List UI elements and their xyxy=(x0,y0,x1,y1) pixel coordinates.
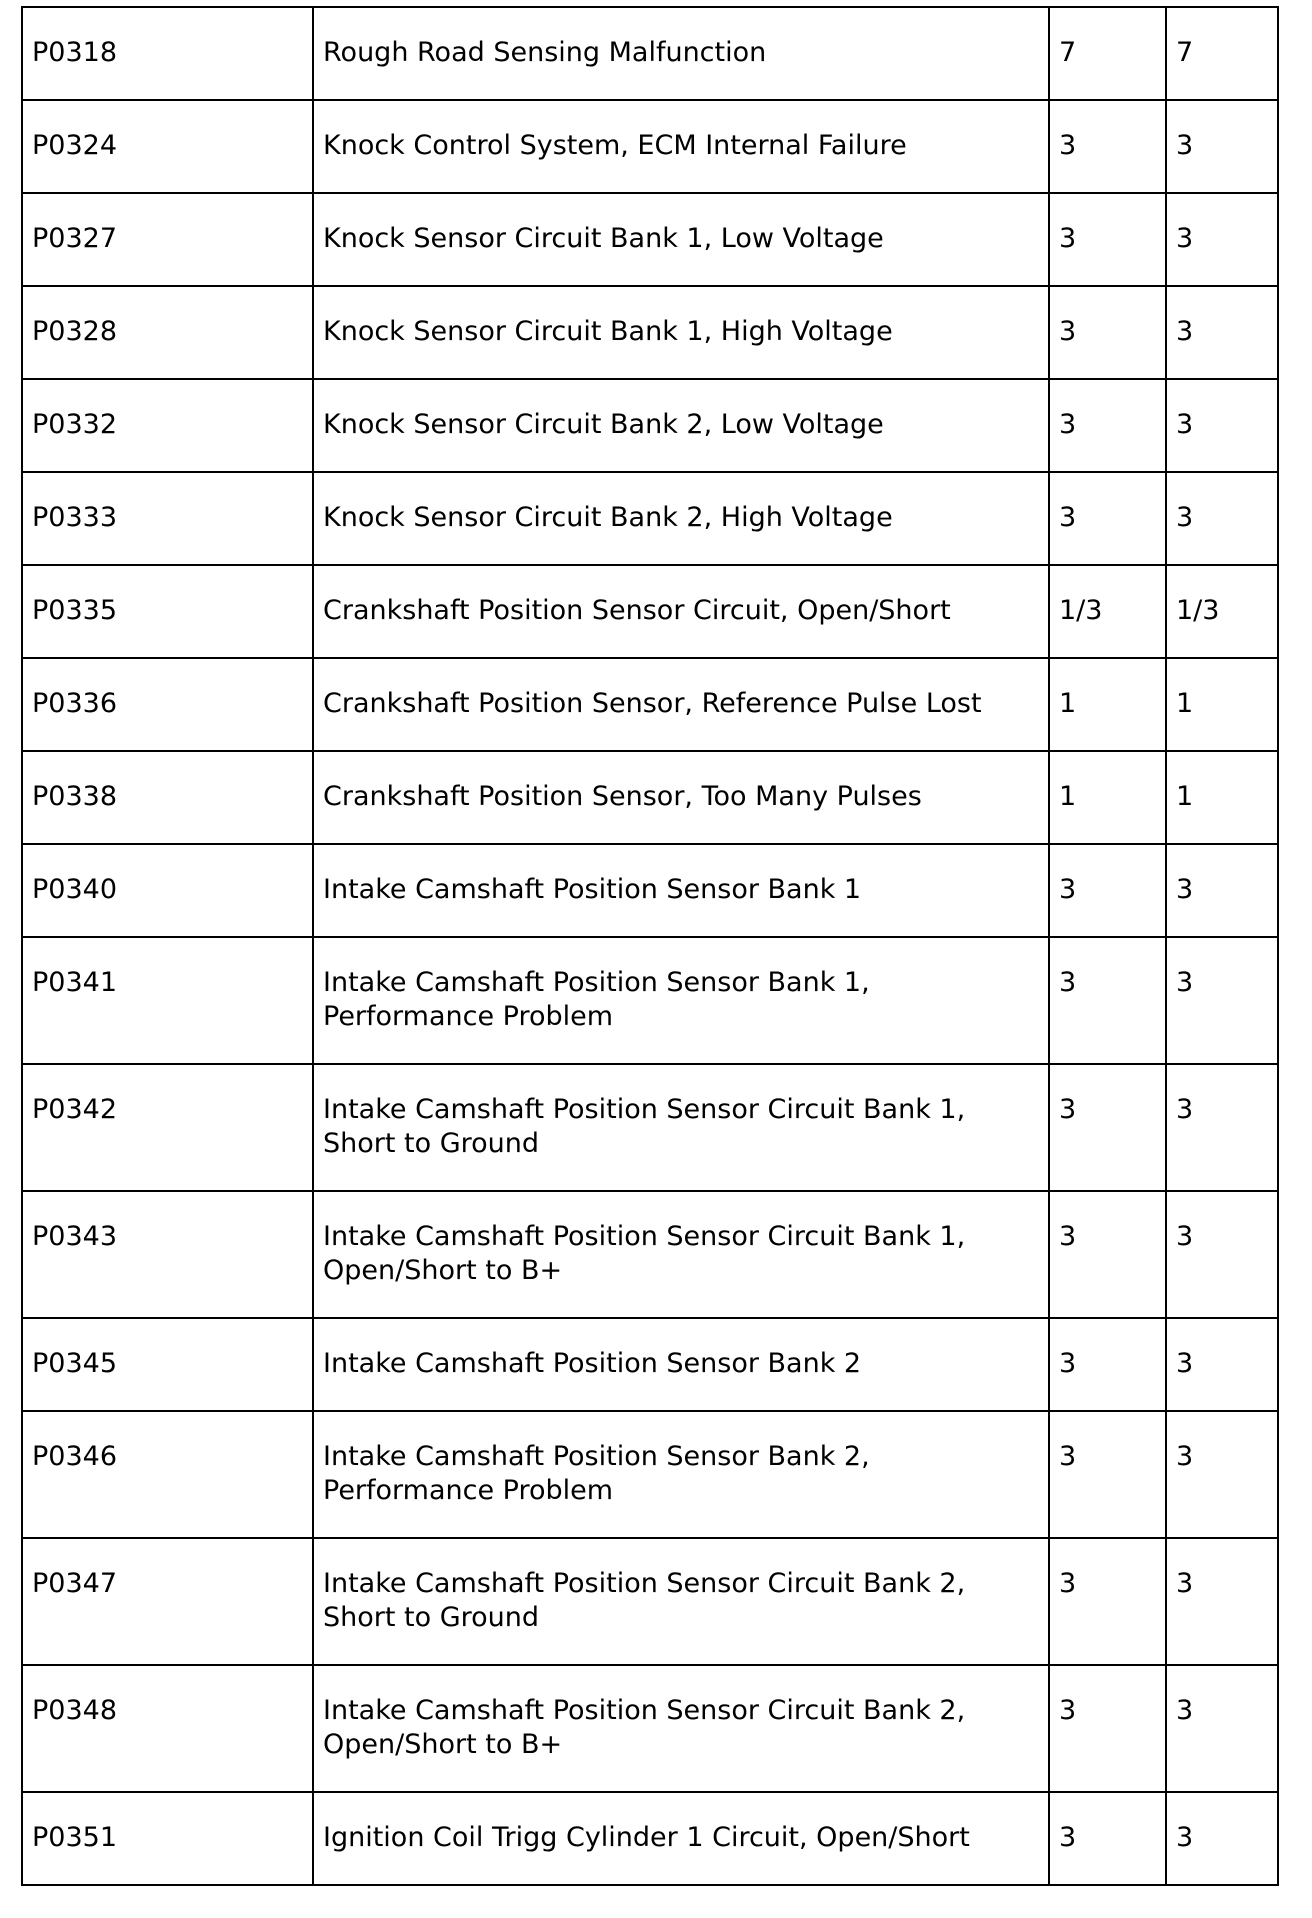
value-col-1-cell: 3 xyxy=(1049,286,1166,379)
value-col-1-cell: 1 xyxy=(1049,658,1166,751)
dtc-description-line: Knock Sensor Circuit Bank 1, Low Voltage xyxy=(323,223,884,254)
table-row xyxy=(22,1665,1278,1792)
dtc-code-cell: P0348 xyxy=(22,1665,313,1792)
value-col-2-cell: 3 xyxy=(1166,844,1278,937)
dtc-description-cell xyxy=(313,751,1049,844)
dtc-description-line: Intake Camshaft Position Sensor Circuit Bank 1, xyxy=(323,1094,966,1125)
dtc-description-cell xyxy=(313,937,1049,1064)
dtc-code-cell: P0324 xyxy=(22,100,313,193)
dtc-description-cell xyxy=(313,658,1049,751)
value-col-1-cell: 3 xyxy=(1049,1792,1166,1885)
value-col-2-cell: 3 xyxy=(1166,193,1278,286)
dtc-description-line: Knock Sensor Circuit Bank 2, Low Voltage xyxy=(323,409,884,440)
dtc-code-cell: P0335 xyxy=(22,565,313,658)
dtc-description-line: Intake Camshaft Position Sensor Circuit Bank 2, xyxy=(323,1568,966,1599)
value-col-1-cell: 3 xyxy=(1049,379,1166,472)
value-col-2-cell: 3 xyxy=(1166,1411,1278,1538)
dtc-table-body xyxy=(22,7,1278,1885)
dtc-description-cell xyxy=(313,472,1049,565)
dtc-code-cell: P0341 xyxy=(22,937,313,1064)
value-col-2-cell: 3 xyxy=(1166,937,1278,1064)
value-col-2-cell: 3 xyxy=(1166,1064,1278,1191)
table-row xyxy=(22,751,1278,844)
dtc-description-line: Performance Problem xyxy=(323,1475,614,1506)
dtc-description-line: Short to Ground xyxy=(323,1128,540,1159)
dtc-code-cell: P0342 xyxy=(22,1064,313,1191)
dtc-description-cell xyxy=(313,100,1049,193)
dtc-code-cell: P0336 xyxy=(22,658,313,751)
value-col-2-cell: 3 xyxy=(1166,472,1278,565)
value-col-2-cell: 7 xyxy=(1166,7,1278,100)
value-col-2-cell: 1 xyxy=(1166,751,1278,844)
value-col-1-cell: 3 xyxy=(1049,1411,1166,1538)
dtc-code-cell: P0346 xyxy=(22,1411,313,1538)
dtc-code-cell: P0345 xyxy=(22,1318,313,1411)
dtc-description-cell xyxy=(313,286,1049,379)
dtc-description-line: Short to Ground xyxy=(323,1602,540,1633)
value-col-1-cell: 3 xyxy=(1049,472,1166,565)
table-row xyxy=(22,1318,1278,1411)
value-col-1-cell: 1 xyxy=(1049,751,1166,844)
dtc-description-line: Knock Sensor Circuit Bank 1, High Voltage xyxy=(323,316,893,347)
dtc-description-cell xyxy=(313,1538,1049,1665)
dtc-code-cell: P0318 xyxy=(22,7,313,100)
value-col-1-cell: 3 xyxy=(1049,1064,1166,1191)
table-row xyxy=(22,379,1278,472)
dtc-description-line: Knock Control System, ECM Internal Failure xyxy=(323,130,907,161)
table-row xyxy=(22,1064,1278,1191)
value-col-2-cell: 3 xyxy=(1166,100,1278,193)
table-row xyxy=(22,1538,1278,1665)
dtc-description-line: Crankshaft Position Sensor Circuit, Open/Short xyxy=(323,595,951,626)
dtc-description-cell xyxy=(313,1411,1049,1538)
dtc-description-line: Intake Camshaft Position Sensor Circuit Bank 2, xyxy=(323,1695,966,1726)
dtc-code-cell: P0351 xyxy=(22,1792,313,1885)
dtc-description-line: Open/Short to B+ xyxy=(323,1255,563,1286)
dtc-description-line: Intake Camshaft Position Sensor Bank 2 xyxy=(323,1348,862,1379)
dtc-description-line: Intake Camshaft Position Sensor Bank 1 xyxy=(323,874,862,905)
table-row xyxy=(22,844,1278,937)
table-row xyxy=(22,658,1278,751)
dtc-code-cell: P0332 xyxy=(22,379,313,472)
value-col-2-cell: 1/3 xyxy=(1166,565,1278,658)
table-row xyxy=(22,286,1278,379)
dtc-description-cell xyxy=(313,565,1049,658)
dtc-description-line: Performance Problem xyxy=(323,1001,614,1032)
value-col-1-cell: 3 xyxy=(1049,844,1166,937)
dtc-description-line: Crankshaft Position Sensor, Reference Pulse Lost xyxy=(323,688,982,719)
dtc-description-line: Crankshaft Position Sensor, Too Many Pulses xyxy=(323,781,922,812)
table-row xyxy=(22,565,1278,658)
value-col-1-cell: 3 xyxy=(1049,1665,1166,1792)
value-col-2-cell: 3 xyxy=(1166,1318,1278,1411)
value-col-1-cell: 3 xyxy=(1049,193,1166,286)
table-row xyxy=(22,1792,1278,1885)
value-col-1-cell: 3 xyxy=(1049,937,1166,1064)
value-col-2-cell: 3 xyxy=(1166,286,1278,379)
dtc-code-cell: P0338 xyxy=(22,751,313,844)
value-col-1-cell: 3 xyxy=(1049,1318,1166,1411)
dtc-description-line: Intake Camshaft Position Sensor Circuit Bank 1, xyxy=(323,1221,966,1252)
dtc-description-cell xyxy=(313,1665,1049,1792)
dtc-description-cell xyxy=(313,1792,1049,1885)
table-row xyxy=(22,472,1278,565)
dtc-table xyxy=(21,6,1279,1886)
dtc-code-cell: P0333 xyxy=(22,472,313,565)
value-col-2-cell: 3 xyxy=(1166,1538,1278,1665)
dtc-description-cell xyxy=(313,1064,1049,1191)
table-row xyxy=(22,7,1278,100)
dtc-code-cell: P0343 xyxy=(22,1191,313,1318)
value-col-1-cell: 1/3 xyxy=(1049,565,1166,658)
table-row xyxy=(22,937,1278,1064)
dtc-code-cell: P0328 xyxy=(22,286,313,379)
dtc-code-cell: P0347 xyxy=(22,1538,313,1665)
table-row xyxy=(22,193,1278,286)
value-col-1-cell: 7 xyxy=(1049,7,1166,100)
dtc-description-line: Intake Camshaft Position Sensor Bank 1, xyxy=(323,967,870,998)
value-col-1-cell: 3 xyxy=(1049,1538,1166,1665)
dtc-code-cell: P0340 xyxy=(22,844,313,937)
dtc-description-cell xyxy=(313,1318,1049,1411)
dtc-description-line: Intake Camshaft Position Sensor Bank 2, xyxy=(323,1441,870,1472)
table-row xyxy=(22,100,1278,193)
dtc-description-cell xyxy=(313,7,1049,100)
table-row xyxy=(22,1411,1278,1538)
value-col-2-cell: 3 xyxy=(1166,379,1278,472)
value-col-1-cell: 3 xyxy=(1049,1191,1166,1318)
table-row xyxy=(22,1191,1278,1318)
dtc-description-cell xyxy=(313,193,1049,286)
value-col-2-cell: 3 xyxy=(1166,1191,1278,1318)
value-col-1-cell: 3 xyxy=(1049,100,1166,193)
dtc-description-line: Ignition Coil Trigg Cylinder 1 Circuit, Open/Short xyxy=(323,1822,970,1853)
dtc-description-line: Open/Short to B+ xyxy=(323,1729,563,1760)
dtc-description-cell xyxy=(313,844,1049,937)
value-col-2-cell: 3 xyxy=(1166,1665,1278,1792)
dtc-description-line: Knock Sensor Circuit Bank 2, High Voltage xyxy=(323,502,893,533)
dtc-code-cell: P0327 xyxy=(22,193,313,286)
dtc-description-line: Rough Road Sensing Malfunction xyxy=(323,37,767,68)
dtc-description-cell xyxy=(313,1191,1049,1318)
value-col-2-cell: 3 xyxy=(1166,1792,1278,1885)
dtc-description-cell xyxy=(313,379,1049,472)
value-col-2-cell: 1 xyxy=(1166,658,1278,751)
